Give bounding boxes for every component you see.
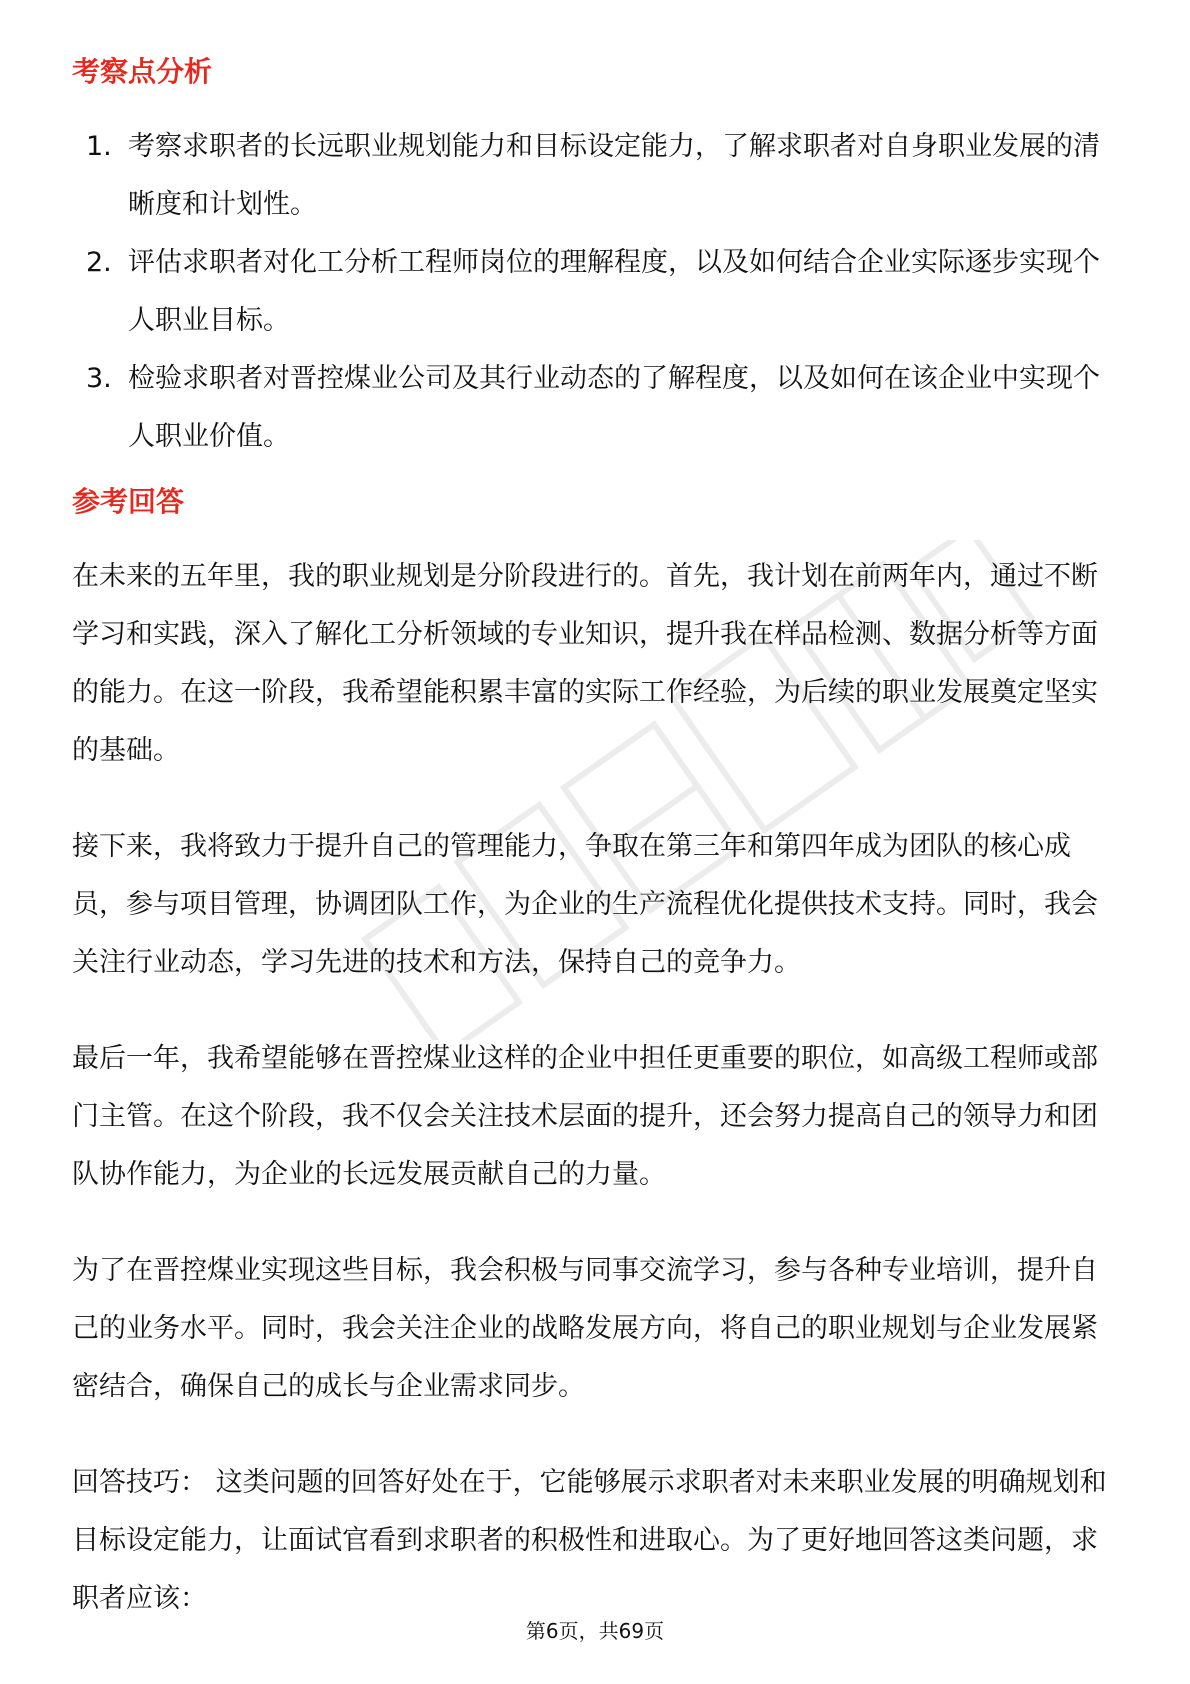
analysis-item-text: 评估求职者对化工分析工程师岗位的理解程度，以及如何结合企业实际逐步实现个人职业目标。: [128, 247, 1100, 336]
analysis-item-number: 3.: [86, 363, 112, 394]
analysis-item-text: 检验求职者对晋控煤业公司及其行业动态的了解程度，以及如何在该企业中实现个人职业价值。: [128, 363, 1100, 452]
answer-paragraph: 为了在晋控煤业实现这些目标，我会积极与同事交流学习，参与各种专业培训，提升自己的业务水平。同时，我会关注企业的战略发展方向，将自己的职业规划与企业发展紧密结合，确保自己的成长与企业需求同步。: [72, 1255, 1098, 1402]
analysis-item-number: 2.: [86, 247, 112, 278]
analysis-item: [72, 350, 1122, 466]
answer-title: 参考回答: [72, 485, 185, 518]
analysis-title: 考察点分析: [72, 55, 213, 88]
analysis-item: [72, 234, 1122, 350]
page-number: 第6页，共69页: [525, 1619, 665, 1643]
document-content: [72, 44, 1122, 1628]
answer-tips-paragraph: 回答技巧： 这类问题的回答好处在于，它能够展示求职者对未来职业发展的明确规划和目标设定能力，让面试官看到求职者的积极性和进取心。为了更好地回答这类问题，求职者应该：: [72, 1467, 1107, 1614]
analysis-item: [72, 118, 1122, 234]
analysis-item-text: 考察求职者的长远职业规划能力和目标设定能力，了解求职者对自身职业发展的清晰度和计划性。: [128, 131, 1100, 220]
analysis-list: [72, 118, 1122, 466]
answer-paragraph: 在未来的五年里，我的职业规划是分阶段进行的。首先，我计划在前两年内，通过不断学习和实践，深入了解化工分析领域的专业知识，提升我在样品检测、数据分析等方面的能力。在这一阶段，我希望能积累丰富的实际工作经验，为后续的职业发展奠定坚实的基础。: [72, 561, 1098, 766]
answer-paragraph: 接下来，我将致力于提升自己的管理能力，争取在第三年和第四年成为团队的核心成员，参与项目管理，协调团队工作，为企业的生产流程优化提供技术支持。同时，我会关注行业动态，学习先进的技术和方法，保持自己的竞争力。: [72, 831, 1098, 978]
analysis-item-number: 1.: [86, 131, 112, 162]
answer-paragraph: 最后一年，我希望能够在晋控煤业这样的企业中担任更重要的职位，如高级工程师或部门主管。在这个阶段，我不仅会关注技术层面的提升，还会努力提高自己的领导力和团队协作能力，为企业的长远发展贡献自己的力量。: [72, 1043, 1098, 1190]
